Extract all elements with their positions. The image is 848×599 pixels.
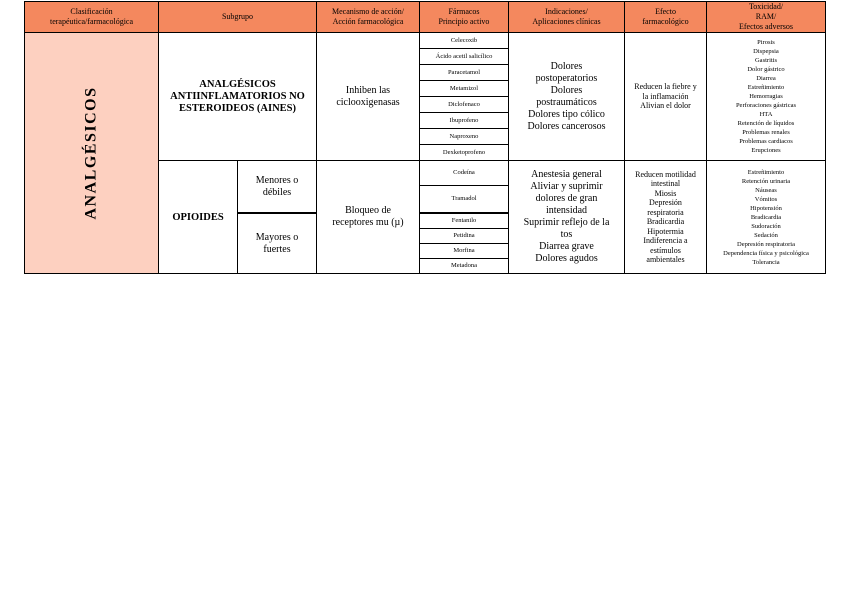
opioides-effect: Reducen motilidad intestinal Miosis Depresión respiratoria Bradicardia Hipotermia Indiferencia a estímulos ambientales [625,161,707,274]
drug-cell: Celecoxib [420,33,509,49]
drug-cell: Dexketoprofeno [420,145,509,161]
drug-cell: Ibuprofeno [420,113,509,129]
drug-cell: Codeína [420,161,509,186]
aines-subgroup: ANALGÉSICOS ANTIINFLAMATORIOS NO ESTEROIDEOS (AINES) [159,33,317,161]
header-toxicity: Toxicidad/ RAM/ Efectos adversos [707,2,826,33]
drug-cell: Ácido acetil salicílico [420,49,509,65]
drug-cell: Diclofenaco [420,97,509,113]
header-drugs: Fármacos Principio activo [420,2,509,33]
opioides-toxicity: Estreñimiento Retención urinaria Náuseas Vómitos Hipotensión Bradicardia Sudoración Sedación Depresión respiratoria Dependencia física y psicológica Tolerancia [707,161,826,274]
drug-cell: Paracetamol [420,65,509,81]
header-indications: Indicaciones/ Aplicaciones clínicas [509,2,625,33]
drug-cell: Metadona [420,259,509,274]
opioides-indications: Anestesia general Aliviar y suprimir dolores de gran intensidad Suprimir reflejo de la tos Diarrea grave Dolores agudos [509,161,625,274]
opioides-subgroup: OPIOIDES [159,161,238,274]
aines-mechanism: Inhiben las ciclooxigenasas [317,33,420,161]
header-mechanism: Mecanismo de acción/ Acción farmacológica [317,2,420,33]
pharmacology-table [24,1,826,274]
aines-effect: Reducen la fiebre y la inflamación Alivian el dolor [625,33,707,161]
aines-indications: Dolores postoperatorios Dolores postraumáticos Dolores tipo cólico Dolores cancerosos [509,33,625,161]
header-effect: Efecto farmacológico [625,2,707,33]
category-label: ANALGÉSICOS [82,86,100,220]
aines-toxicity: Pirosis Dispepsia Gastritis Dolor gástrico Diarrea Estreñimiento Hemorragias Perforaciones gástricas HTA Retención de líquidos Problemas renales Problemas cardiacos Erupciones [707,33,826,161]
header-classification: Clasificación terapéutica/farmacológica [25,2,159,33]
opioides-weak: Menores o débiles [238,161,317,214]
category-cell [25,33,159,274]
drug-cell: Petidina [420,229,509,244]
drug-cell: Tramadol [420,186,509,214]
aines-row [25,33,826,49]
drug-cell: Naproxeno [420,129,509,145]
drug-cell: Morfina [420,244,509,259]
header-subgroup: Subgrupo [159,2,317,33]
opioides-mechanism: Bloqueo de receptores mu (µ) [317,161,420,274]
drug-cell: Metamizol [420,81,509,97]
drug-cell: Fentanilo [420,213,509,229]
opioides-strong: Mayores o fuertes [238,213,317,274]
header-row [25,2,826,33]
